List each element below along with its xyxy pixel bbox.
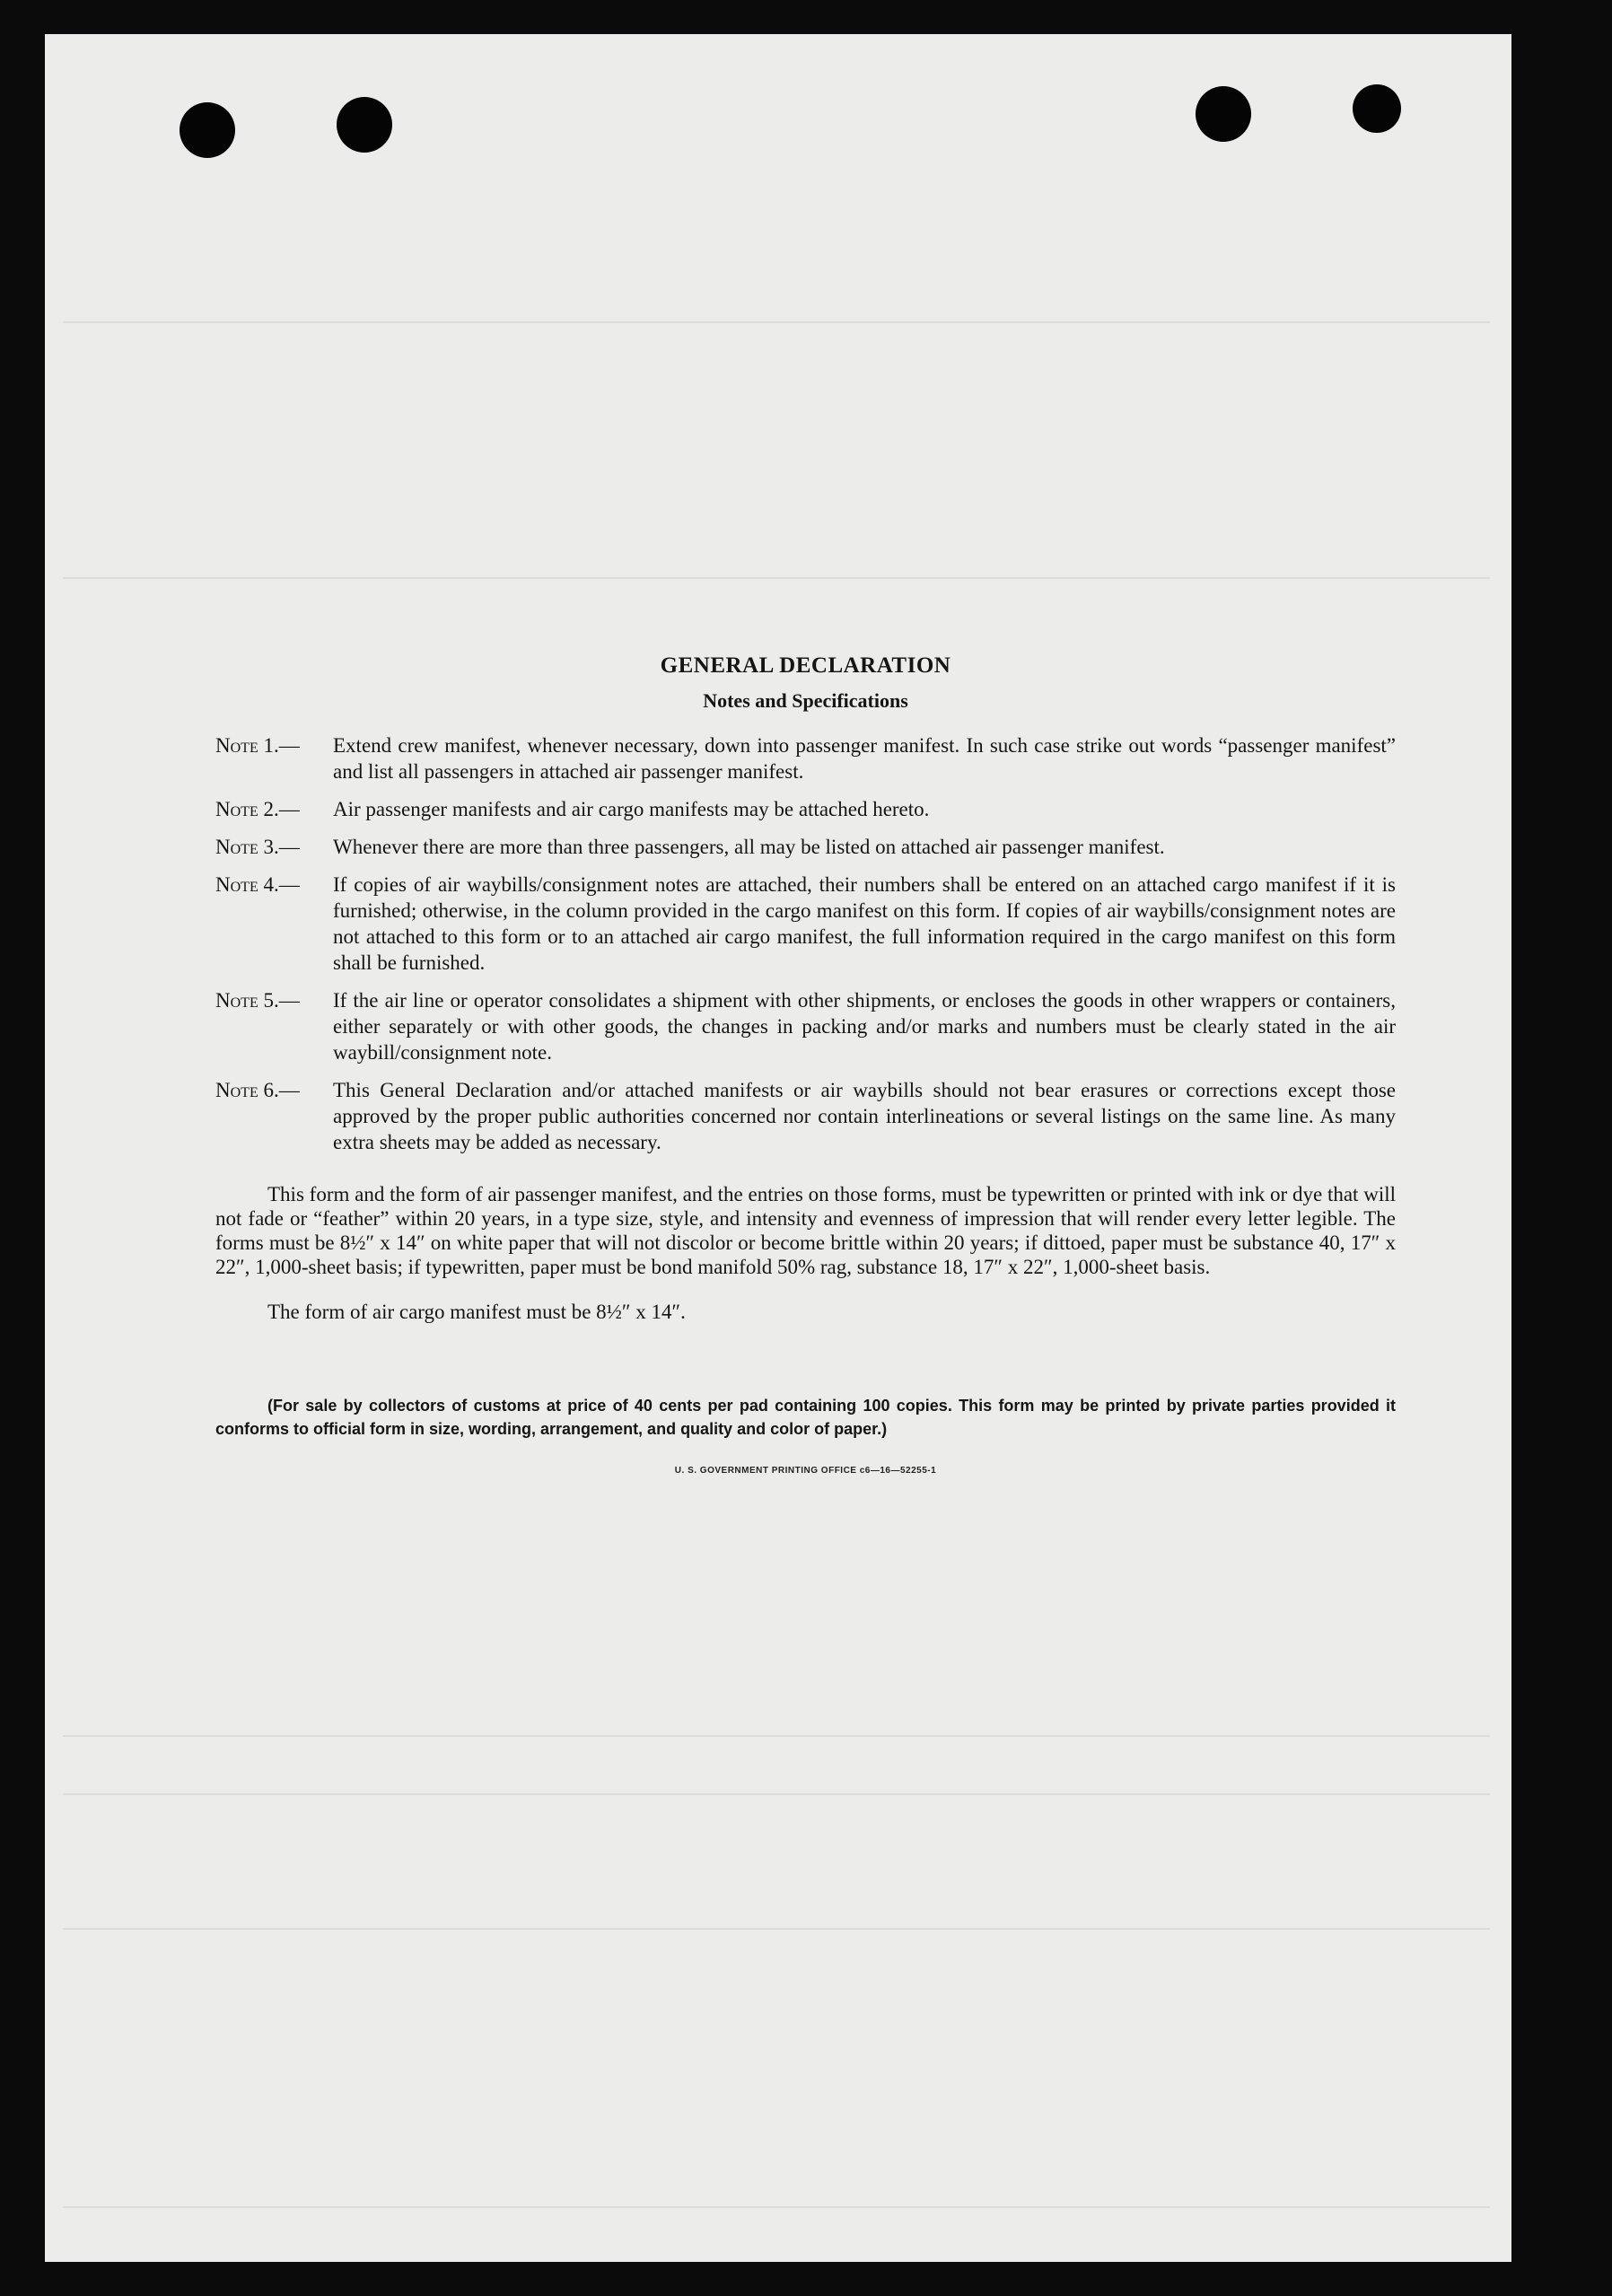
note-number: 4.: [263, 873, 279, 896]
note-item: Note 3.— Whenever there are more than three passengers, all may be listed on attached air passenger manifest.: [215, 834, 1396, 860]
bleed-through-line: [63, 577, 1490, 579]
punch-hole-left-1: [180, 102, 235, 158]
document-page: [45, 34, 1511, 2262]
notes-content: [215, 653, 1396, 1476]
note-text: This General Declaration and/or attached manifests or air waybills should not bear erasures or corrections except those approved by the proper public authorities concerned nor contain interlineations or several listings on the same line. As many extra sheets may be added as necessary.: [333, 1079, 1396, 1153]
specifications-paragraph: This form and the form of air passenger manifest, and the entries on those forms, must be typewritten or printed with ink or dye that will not fade or “feather” within 20 years, in a type size, style, and intensity and evenness of impression that will render every letter legible. The forms must be 8½″ x 14″ on white paper that will not discolor or become brittle within 20 years; if dittoed, paper must be substance 40, 17″ x 22″, 1,000-sheet basis; if typewritten, paper must be bond manifold 50% rag, substance 18, 17″ x 22″, 1,000-sheet basis.: [215, 1183, 1396, 1278]
bleed-through-line: [63, 1928, 1490, 1930]
cargo-manifest-size-paragraph: The form of air cargo manifest must be 8½″ x 14″.: [267, 1301, 686, 1323]
note-item: Note 6.— This General Declaration and/or attached manifests or air waybills should not bear erasures or corrections except those approved by the proper public authorities concerned nor contain interlineations or several listings on the same line. As many extra sheets may be added as necessary.: [215, 1079, 1396, 1153]
bleed-through-line: [63, 1793, 1490, 1795]
note-text: If copies of air waybills/consignment notes are attached, their numbers shall be entered on an attached cargo manifest if it is furnished; otherwise, in the column provided in the cargo manifest on this form. If copies of air waybills/consignment notes are not attached to this form or to an attached air cargo manifest, the full information required in the cargo manifest on this form shall be furnished.: [333, 873, 1396, 974]
note-number: 5.: [263, 989, 279, 1012]
note-text: Whenever there are more than three passengers, all may be listed on attached air passenger manifest.: [333, 836, 1165, 858]
document-subtitle: Notes and Specifications: [703, 689, 908, 712]
note-number: 1.: [263, 734, 279, 757]
note-label: Note: [215, 873, 258, 896]
note-label: Note: [215, 836, 258, 858]
note-item: Note 5.— If the air line or operator consolidates a shipment with other shipments, or encloses the goods in other wrappers or containers, either separately or with other goods, the changes in packing and/or marks and numbers must be clearly stated in the air waybill/consignment note.: [215, 989, 1396, 1064]
punch-hole-right-1: [1196, 86, 1251, 142]
document-title: GENERAL DECLARATION: [660, 653, 951, 678]
note-label: Note: [215, 798, 258, 820]
note-number: 2.: [263, 798, 279, 820]
sale-notice: (For sale by collectors of customs at price of 40 cents per pad containing 100 copies. This form may be printed by private parties provided it conforms to official form in size, wording, arrangement, and quality and color of paper.): [215, 1397, 1396, 1438]
note-item: Note 2.— Air passenger manifests and air cargo manifests may be attached hereto.: [215, 796, 1396, 822]
bleed-through-line: [63, 2206, 1490, 2208]
note-label: Note: [215, 989, 258, 1012]
note-label: Note: [215, 1079, 258, 1101]
notes-list: [215, 732, 1396, 1155]
note-label: Note: [215, 734, 258, 757]
note-text: If the air line or operator consolidates a shipment with other shipments, or encloses the goods in other wrappers or containers, either separately or with other goods, the changes in packing and/or marks and numbers must be clearly stated in the air waybill/consignment note.: [333, 989, 1396, 1064]
note-text: Extend crew manifest, whenever necessary, down into passenger manifest. In such case strike out words “passenger manifest” and list all passengers in attached air passenger manifest.: [333, 734, 1396, 783]
punch-hole-right-2: [1353, 84, 1401, 133]
printer-imprint: U. S. GOVERNMENT PRINTING OFFICE c6—16—52255-1: [674, 1466, 937, 1476]
note-number: 3.: [263, 836, 279, 858]
note-text: Air passenger manifests and air cargo manifests may be attached hereto.: [333, 798, 930, 820]
note-item: Note 1.— Extend crew manifest, whenever necessary, down into passenger manifest. In such case strike out words “passenger manifest” and list all passengers in attached air passenger manifest.: [215, 734, 1396, 783]
bleed-through-line: [63, 1735, 1490, 1737]
bleed-through-line: [63, 321, 1490, 323]
note-number: 6.: [263, 1079, 279, 1101]
note-item: Note 4.— If copies of air waybills/consignment notes are attached, their numbers shall be entered on an attached cargo manifest if it is furnished; otherwise, in the column provided in the cargo manifest on this form. If copies of air waybills/consignment notes are not attached to this form or to an attached air cargo manifest, the full information required in the cargo manifest on this form shall be furnished.: [215, 873, 1396, 974]
punch-hole-left-2: [337, 97, 392, 153]
